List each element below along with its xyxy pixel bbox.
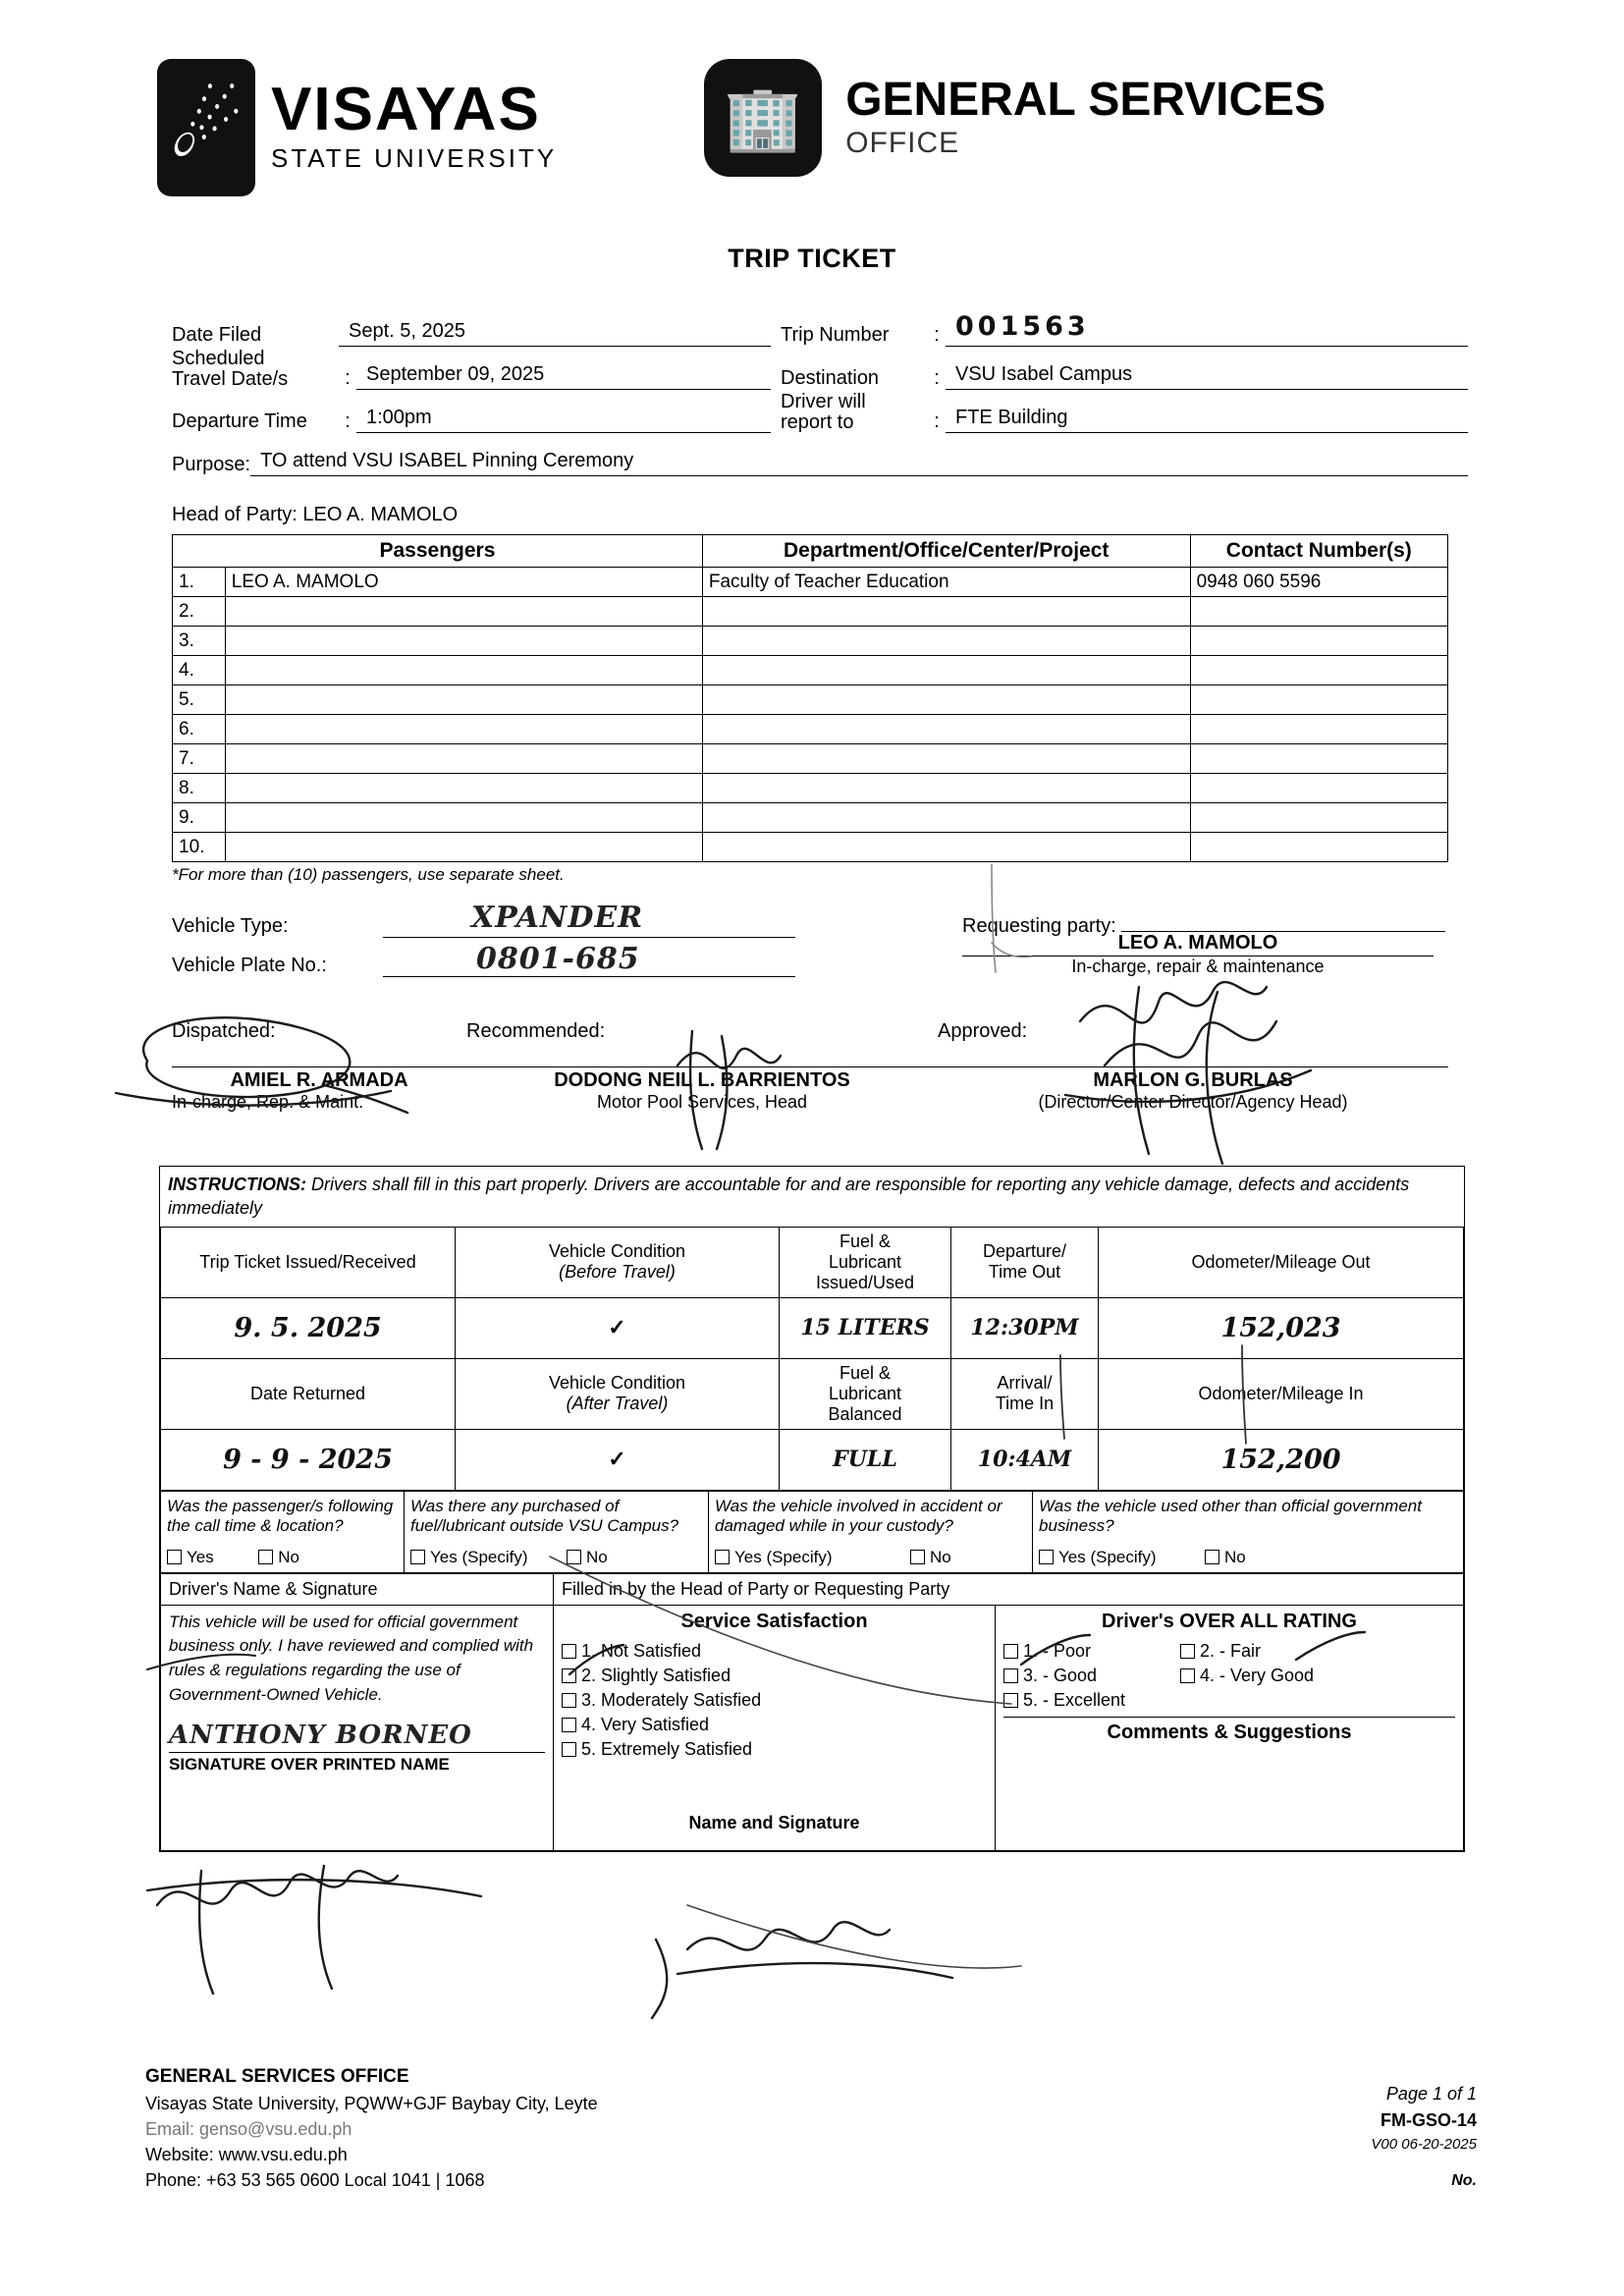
- dispatched-title: In-charge, Rep. & Maint.: [172, 1092, 364, 1112]
- office-name: GENERAL SERVICES: [845, 73, 1326, 126]
- val-departure-time-out: 12:30PM: [951, 1297, 1099, 1358]
- question-accident-text: Was the vehicle involved in accident or damaged while in your custody?: [715, 1496, 1002, 1535]
- departure-colon: :: [345, 410, 351, 432]
- scheduled-label-line1: Scheduled: [172, 348, 265, 369]
- instructions-text: Drivers shall fill in this part properly. Drivers are accountable for and are responsible for reporting any vehicle damage, defects and accidents immediately: [168, 1175, 1410, 1219]
- footer-website: Website: www.vsu.edu.ph: [145, 2144, 348, 2164]
- row-number: 5.: [173, 685, 226, 715]
- th-passengers: Passengers: [173, 535, 703, 568]
- destination-colon: :: [934, 367, 940, 389]
- th-vehicle-condition-after: Vehicle Condition (After Travel): [456, 1358, 780, 1429]
- drivers-name-signature-header: Driver's Name & Signature: [161, 1573, 554, 1605]
- driver-report-label-line1: Driver will: [781, 391, 866, 412]
- driver-note: This vehicle will be used for official government business only. I have reviewed and complied with rules & regulations regarding the use of Government-Owned Vehicle.: [169, 1612, 534, 1704]
- name-and-signature-caption: Name and Signature: [688, 1812, 860, 1832]
- val-fuel-issued: 15 LITERS: [780, 1297, 951, 1358]
- driver-rating-title: Driver's OVER ALL RATING: [1102, 1610, 1357, 1632]
- rating-option-3-label: 3. - Good: [1023, 1665, 1098, 1685]
- option-no-label: No: [930, 1547, 951, 1566]
- option-yes-label: Yes (Specify): [734, 1547, 833, 1566]
- purpose-label: Purpose: [172, 454, 245, 475]
- val-arrival-time-in: 10:4AM: [951, 1429, 1099, 1490]
- dispatched-label: Dispatched:: [172, 1020, 276, 1042]
- vsu-emblem-icon: ☄: [157, 59, 255, 196]
- val-vehicle-condition-before: ✓: [456, 1297, 780, 1358]
- dispatched-name: AMIEL R. ARMADA: [172, 1066, 466, 1092]
- vehicle-plate-value: 0801-685: [476, 942, 640, 976]
- trip-number-value: 001563: [955, 311, 1090, 342]
- option-no-label: No: [278, 1547, 299, 1566]
- row-number: 3.: [173, 627, 226, 656]
- row-number: 8.: [173, 774, 226, 803]
- approved-name: MARLON G. BURLAS: [938, 1066, 1448, 1092]
- scheduled-value: September 09, 2025: [366, 363, 545, 385]
- service-option-4-label: 4. Very Satisfied: [581, 1714, 710, 1734]
- trip-number-label: Trip Number: [781, 324, 890, 346]
- th-arrival-time-in: Arrival/ Time In: [951, 1358, 1099, 1429]
- driver-report-colon: :: [934, 410, 940, 432]
- head-party-header: Filled in by the Head of Party or Requesting Party: [554, 1573, 1464, 1605]
- requesting-party-label: Requesting party:: [962, 915, 1116, 937]
- passengers-note: *For more than (10) passengers, use separate sheet.: [172, 865, 565, 884]
- university-name: VISAYAS: [271, 76, 541, 144]
- th-odometer-in: Odometer/Mileage In: [1099, 1358, 1464, 1429]
- recommended-label: Recommended:: [466, 1020, 606, 1042]
- requesting-party-name: LEO A. MAMOLO: [962, 932, 1434, 957]
- office-subtitle: OFFICE: [845, 127, 960, 160]
- row-number: 9.: [173, 803, 226, 833]
- rating-option-5-label: 5. - Excellent: [1023, 1689, 1126, 1710]
- building-icon: 🏢: [704, 59, 822, 177]
- recommended-title: Motor Pool Services, Head: [596, 1092, 808, 1112]
- footer-version: V00 06-20-2025: [1371, 2135, 1477, 2153]
- val-odometer-in: 152,200: [1099, 1429, 1464, 1490]
- trip-number-colon: :: [934, 324, 940, 346]
- footer-form-code: FM-GSO-14: [1380, 2109, 1477, 2130]
- purpose-value: TO attend VSU ISABEL Pinning Ceremony: [260, 450, 634, 471]
- footer-phone: Phone: +63 53 565 0600 Local 1041 | 1068: [145, 2169, 485, 2190]
- question-call-time-text: Was the passenger/s following the call time & location?: [167, 1496, 394, 1535]
- val-fuel-balanced: FULL: [780, 1429, 951, 1490]
- comments-title: Comments & Suggestions: [1003, 1717, 1455, 1744]
- passenger-name: LEO A. MAMOLO: [225, 568, 702, 597]
- service-option-5-label: 5. Extremely Satisfied: [581, 1738, 753, 1759]
- th-date-returned: Date Returned: [161, 1358, 456, 1429]
- option-yes-label: Yes (Specify): [430, 1547, 528, 1566]
- date-filed-value: Sept. 5, 2025: [349, 320, 465, 342]
- instructions-label: INSTRUCTIONS:: [168, 1175, 306, 1194]
- rating-option-2-label: 2. - Fair: [1200, 1640, 1262, 1661]
- question-fuel-outside-text: Was there any purchased of fuel/lubricant outside VSU Campus?: [410, 1496, 679, 1535]
- val-odometer-out: 152,023: [1099, 1297, 1464, 1358]
- footer-page: Page 1 of 1: [1385, 2083, 1477, 2104]
- row-number: 10.: [173, 833, 226, 862]
- row-number: 2.: [173, 597, 226, 627]
- th-vehicle-condition-before: Vehicle Condition (Before Travel): [456, 1227, 780, 1297]
- option-yes-label: Yes: [187, 1547, 214, 1566]
- th-ticket-issued: Trip Ticket Issued/Received: [161, 1227, 456, 1297]
- destination-value: VSU Isabel Campus: [955, 363, 1133, 385]
- approved-title: (Director/Center Director/Agency Head): [1038, 1092, 1348, 1112]
- vehicle-type-value: XPANDER: [471, 901, 644, 935]
- vehicle-plate-label: Vehicle Plate No.:: [172, 955, 327, 976]
- th-fuel-balanced: Fuel & Lubricant Balanced: [780, 1358, 951, 1429]
- rating-option-1-label: 1. - Poor: [1023, 1640, 1092, 1661]
- val-ticket-issued: 9. 5. 2025: [161, 1297, 456, 1358]
- signature-over-printed-name-caption: SIGNATURE OVER PRINTED NAME: [169, 1752, 545, 1775]
- service-satisfaction-title: Service Satisfaction: [680, 1610, 868, 1632]
- row-number: 7.: [173, 744, 226, 774]
- incharge-caption: In-charge, repair & maintenance: [1071, 957, 1325, 976]
- driver-signature-name: ANTHONY BORNEO: [169, 1721, 472, 1751]
- option-no-label: No: [1224, 1547, 1246, 1566]
- departure-time-value: 1:00pm: [366, 407, 432, 428]
- head-of-party: Head of Party: LEO A. MAMOLO: [172, 504, 459, 525]
- th-fuel-issued: Fuel & Lubricant Issued/Used: [780, 1227, 951, 1297]
- option-no-label: No: [586, 1547, 608, 1566]
- service-option-1-label: 1. Not Satisfied: [581, 1640, 702, 1661]
- footer-no-label: No.: [1451, 2172, 1477, 2189]
- service-option-2-label: 2. Slightly Satisfied: [581, 1665, 731, 1685]
- vehicle-type-label: Vehicle Type:: [172, 915, 289, 937]
- scheduled-colon: :: [345, 367, 351, 389]
- val-date-returned: 9 - 9 - 2025: [161, 1429, 456, 1490]
- page-title: TRIP TICKET: [728, 244, 896, 273]
- row-number: 6.: [173, 715, 226, 744]
- passenger-dept: Faculty of Teacher Education: [702, 568, 1190, 597]
- driver-report-label-line2: report to: [781, 411, 854, 433]
- destination-label: Destination: [781, 367, 880, 389]
- footer-office: GENERAL SERVICES OFFICE: [145, 2066, 409, 2088]
- purpose-colon: :: [244, 454, 251, 475]
- university-subtitle: STATE UNIVERSITY: [271, 142, 558, 173]
- departure-time-label: Departure Time: [172, 410, 307, 432]
- date-filed-label: Date Filed: [172, 324, 262, 346]
- passenger-contact: 0948 060 5596: [1190, 568, 1447, 597]
- th-department: Department/Office/Center/Project: [702, 535, 1190, 568]
- row-number: 1.: [173, 568, 226, 597]
- service-option-3-label: 3. Moderately Satisfied: [581, 1689, 762, 1710]
- recommended-name: DODONG NEIL L. BARRIENTOS: [466, 1066, 938, 1092]
- approved-label: Approved:: [938, 1020, 1028, 1042]
- footer-email: Email: genso@vsu.edu.ph: [145, 2118, 352, 2139]
- th-departure-time-out: Departure/ Time Out: [951, 1227, 1099, 1297]
- question-non-official-use-text: Was the vehicle used other than official government business?: [1039, 1496, 1422, 1535]
- val-vehicle-condition-after: ✓: [456, 1429, 780, 1490]
- driver-report-value: FTE Building: [955, 407, 1068, 428]
- option-yes-label: Yes (Specify): [1058, 1547, 1157, 1566]
- th-odometer-out: Odometer/Mileage Out: [1099, 1227, 1464, 1297]
- th-contact: Contact Number(s): [1190, 535, 1447, 568]
- footer-address: Visayas State University, PQWW+GJF Baybay City, Leyte: [145, 2093, 598, 2113]
- rating-option-4-label: 4. - Very Good: [1200, 1665, 1315, 1685]
- scheduled-label-line2: Travel Date/s: [172, 368, 289, 390]
- row-number: 4.: [173, 656, 226, 685]
